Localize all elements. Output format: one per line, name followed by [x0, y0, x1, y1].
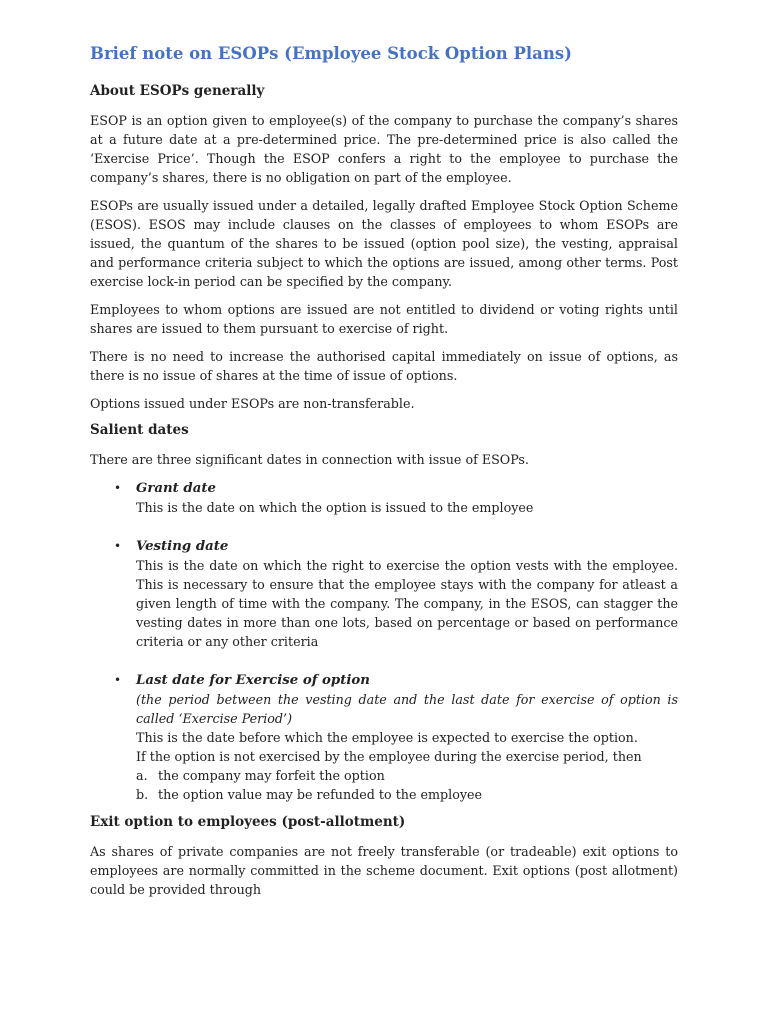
list-item-vesting-date — [90, 537, 678, 651]
bullet-icon: • — [114, 673, 122, 687]
list-item-line: If the option is not exercised by the employee during the exercise period, then — [136, 749, 642, 764]
section-heading-exit-option: Exit option to employees (post-allotment) — [90, 814, 406, 830]
list-item-grant-date — [90, 479, 678, 517]
list-item-body: This is the date on which the right to exercise the option vests with the employee. This is necessary to ensure that the employee stays with the company for atleast a given length of time with the company. The company, in the ESOS, can stagger the vesting dates in more than one lots, based on percentage or based on performance criteria or any other criteria — [136, 558, 678, 649]
paragraph: As shares of private companies are not freely transferable (or tradeable) exit options to employees are normally committed in the scheme document. Exit options (post allotment) could be provided through — [90, 844, 678, 897]
sub-item-marker: a. — [136, 768, 148, 783]
bullet-icon: • — [114, 481, 122, 495]
paragraph: ESOPs are usually issued under a detailed, legally drafted Employee Stock Option Scheme (ESOS). ESOS may include clauses on the classes of employees to whom ESOPs are issued, the quantum of the shares to be issued (option pool size), the vesting, appraisal and performance criteria subject to which the options are issued, among other terms. Post exercise lock-in period can be specified by the company. — [90, 198, 678, 289]
list-item-note: (the period between the vesting date and the last date for exercise of option is called ‘Exercise Period’) — [136, 692, 678, 726]
section-heading-about-esops: About ESOPs generally — [90, 83, 265, 99]
sub-item-marker: b. — [136, 787, 149, 802]
section-heading-salient-dates: Salient dates — [90, 422, 189, 438]
paragraph: There are three significant dates in connection with issue of ESOPs. — [90, 452, 529, 467]
paragraph: Employees to whom options are issued are not entitled to dividend or voting rights until shares are issued to them pursuant to exercise of right. — [90, 302, 678, 336]
bullet-icon: • — [114, 539, 122, 553]
list-item-title: Grant date — [136, 481, 216, 496]
paragraph: There is no need to increase the authorised capital immediately on issue of options, as there is no issue of shares at the time of issue of options. — [90, 349, 678, 383]
document-page — [90, 44, 678, 908]
salient-dates-list — [90, 479, 678, 804]
sub-item-text: the option value may be refunded to the employee — [158, 787, 483, 802]
sub-item — [136, 766, 678, 785]
list-item-last-exercise-date — [90, 671, 678, 804]
list-item-title: Last date for Exercise of option — [136, 673, 370, 688]
paragraph: ESOP is an option given to employee(s) of the company to purchase the company’s shares at a future date at a pre-determined price. The pre-determined price is also called the ‘Exercise Price’. Though the ESOP confers a right to the employee to purchase the company’s shares, there is no obligation on part of the employee. — [90, 113, 678, 185]
list-item-body: This is the date on which the option is issued to the employee — [136, 500, 534, 515]
list-item-title: Vesting date — [136, 539, 229, 554]
paragraph: Options issued under ESOPs are non-transferable. — [90, 396, 415, 411]
list-item-line: This is the date before which the employee is expected to exercise the option. — [136, 730, 638, 745]
sub-item — [136, 785, 678, 804]
sub-item-text: the company may forfeit the option — [158, 768, 385, 783]
document-title: Brief note on ESOPs (Employee Stock Option Plans) — [90, 44, 572, 63]
